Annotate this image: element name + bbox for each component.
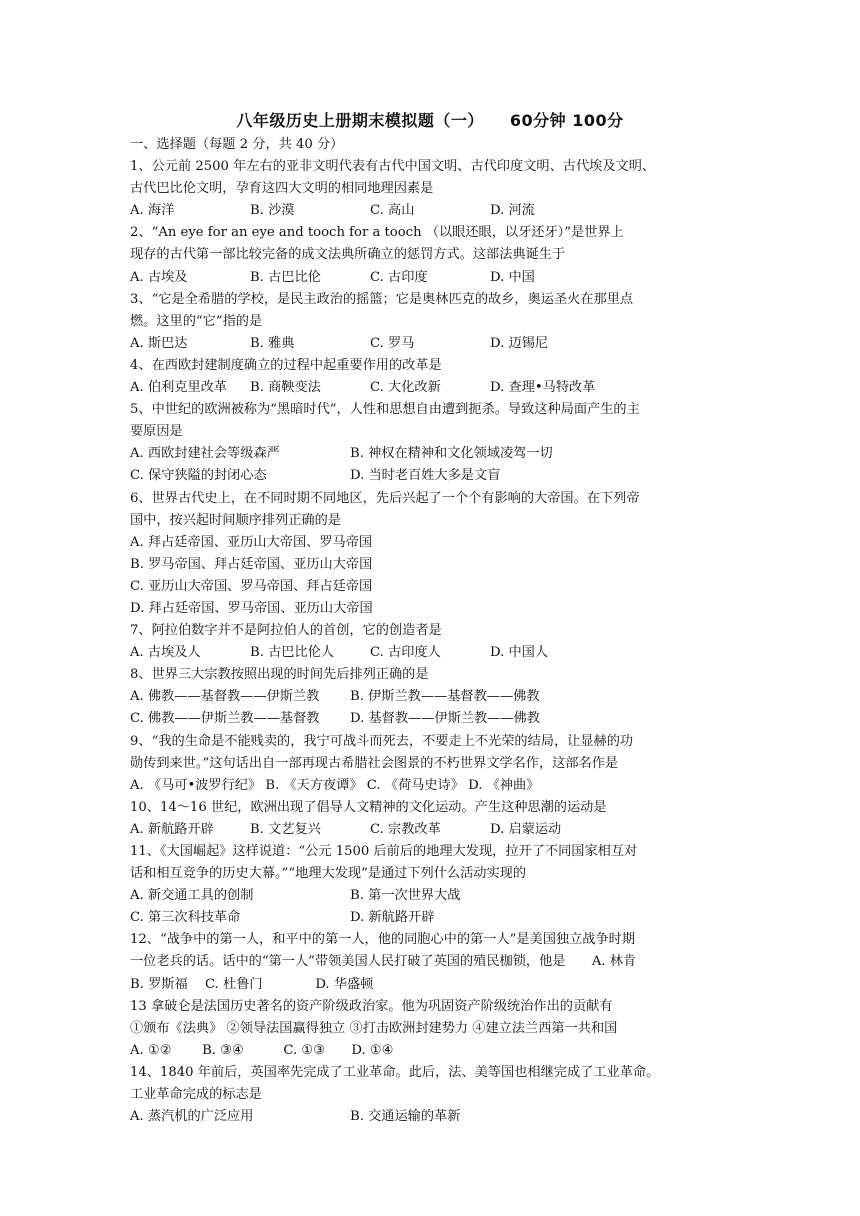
question-item [130,1062,730,1128]
question-item [130,399,730,487]
answer-option[interactable]: C. 佛教——伊斯兰教——基督教 [130,711,320,727]
answer-option[interactable]: A. 古埃及人 [130,645,201,661]
answer-option[interactable]: D. 中国人 [490,645,549,661]
options-row [130,885,730,907]
question-text-line: 7、阿拉伯数字并不是阿拉伯人的首创，它的创造者是 [130,623,442,639]
question-text-line: 工业革命完成的标志是 [130,1087,262,1103]
question-text-line: 14、1840 年前后，英国率先完成了工业革命。此后，法、美等国也相继完成了工业革命。 [130,1064,660,1080]
question-item [130,841,730,929]
question-text-line: A. 《马可•波罗行纪》 B. 《天方夜谭》 C. 《荷马史诗》 D. 《神曲》 [130,777,540,793]
question-text-line: 13 拿破仑是法国历史著名的资产阶级政治家。他为巩固资产阶级统治作出的贡献有 [130,998,613,1014]
question-text-line: 话和相互竞争的历史大幕。”“地理大发现”是通过下列什么活动实现的 [130,866,527,882]
question-text-line: 现存的古代第一部比较完备的成文法典所确立的惩罚方式。这部法典诞生于 [130,247,566,263]
answer-option[interactable]: A. 拜占廷帝国、亚历山大帝国、罗马帝国 [130,534,373,550]
section-heading: 一、选择题（每题 2 分，共 40 分） [130,137,344,152]
options-row [130,333,730,355]
answer-option[interactable]: D. 拜占廷帝国、罗马帝国、亚历山大帝国 [130,600,373,616]
question-text-line: 勋传到来世。”这句话出自一部再现古希腊社会图景的不朽世界文学名作，这部名作是 [130,755,619,771]
question-text-line: 5、中世纪的欧洲被称为“黑暗时代”，人性和思想自由遭到扼杀。导致这种局面产生的主 [130,402,640,418]
answer-option[interactable]: C. 古印度 [370,269,428,285]
answer-option[interactable]: A. 新交通工具的创制 [130,888,254,904]
options-row [130,642,730,664]
question-text-line: 2、“An eye for an eye and tooch for a tooch （以眼还眼，以牙还牙）”是世界上 [130,225,624,241]
question-item [130,797,730,841]
question-text-line: 6、世界古代史上，在不同时期不同地区，先后兴起了一个个有影响的大帝国。在下列帝 [130,490,640,506]
answer-option[interactable]: A. 西欧封建社会等级森严 [130,446,280,462]
answer-option[interactable]: D. 基督教——伊斯兰教——佛教 [350,711,540,727]
question-text-line: 一位老兵的话。话中的“第一人”带领美国人民打破了英国的殖民枷锁，他是 A. 林肯 [130,954,637,970]
answer-option[interactable]: C. 大化改新 [370,380,441,396]
answer-option[interactable]: D. 启蒙运动 [490,821,562,837]
question-item [130,488,730,621]
answer-option[interactable]: A. 斯巴达 [130,335,188,351]
answer-option[interactable]: B. 伊斯兰教——基督教——佛教 [350,689,540,705]
answer-option[interactable]: B. 交通运输的革新 [350,1109,461,1125]
options-row [130,708,730,730]
answer-option[interactable]: B. 文艺复兴 [250,821,321,837]
answer-option[interactable]: C. 宗教改革 [370,821,441,837]
question-text-line: ①颁布《法典》 ②领导法国赢得独立 ③打击欧洲封建势力 ④建立法兰西第一共和国 [130,1020,618,1036]
answer-option[interactable]: A. 蒸汽机的广泛应用 [130,1109,254,1125]
question-text-line: 古代巴比伦文明，孕育这四大文明的相同地理因素是 [130,181,434,197]
answer-option[interactable]: C. 高山 [370,203,415,219]
question-item [130,289,730,355]
answer-option[interactable]: B. 沙漠 [250,203,295,219]
question-item [130,929,730,995]
title-text: 八年级历史上册期末模拟题（一） [236,111,484,130]
answer-option[interactable]: B. 古巴比伦人 [250,645,335,661]
question-item [130,996,730,1062]
answer-option[interactable]: C. 第三次科技革命 [130,910,241,926]
answer-option[interactable]: B. 第一次世界大战 [350,888,461,904]
question-text-line: 3、“它是全希腊的学校，是民主政治的摇篮；它是奥林匹克的故乡，奥运圣火在那里点 [130,291,634,307]
question-text-line: 12、“战争中的第一人，和平中的第一人，他的同胞心中的第一人”是美国独立战争时期 [130,932,636,948]
options-row [130,443,730,465]
question-list [130,134,730,1128]
question-text-line: 要原因是 [130,424,183,440]
answer-option[interactable]: B. 古巴比伦 [250,269,321,285]
question-text-line: 8、世界三大宗教按照出现的时间先后排列正确的是 [130,667,429,683]
question-text-line: 国中，按兴起时间顺序排列正确的是 [130,512,341,528]
answer-option[interactable]: A. 伯利克里改革 [130,380,228,396]
options-row [130,819,730,841]
question-text-line: 10、14～16 世纪，欧洲出现了倡导人文精神的文化运动。产生这种思潮的运动是 [130,799,607,815]
options-row [130,1106,730,1128]
options-row [130,200,730,222]
answer-option[interactable]: D. 新航路开辟 [350,910,435,926]
question-text-line: 4、在西欧封建制度确立的过程中起重要作用的改革是 [130,357,442,373]
question-item [130,156,730,222]
answer-option[interactable]: D. 查理•马特改革 [490,380,596,396]
answer-option[interactable]: B. 商鞅变法 [250,380,321,396]
exam-duration-score: 60分钟 100分 [509,111,624,130]
answer-option[interactable]: D. 当时老百姓大多是文盲 [350,468,501,484]
question-text-line: 燃。这里的“它”指的是 [130,313,263,329]
question-text-line: 9、“我的生命是不能贱卖的，我宁可战斗而死去，不要走上不光荣的结局，让显赫的功 [130,733,634,749]
question-text-line: B. 罗斯福 C. 杜鲁门 D. 华盛顿 [130,976,374,992]
answer-option[interactable]: A. 佛教——基督教——伊斯兰教 [130,689,320,705]
question-text-line: 11、《大国崛起》这样说道：“公元 1500 后前后的地理大发现，拉开了不同国家相互对 [130,844,638,859]
answer-option[interactable]: D. 中国 [490,269,535,285]
answer-option[interactable]: C. 罗马 [370,335,415,351]
answer-option[interactable]: B. 神权在精神和文化领域凌驾一切 [350,446,553,462]
options-row [130,907,730,929]
answer-option[interactable]: A. 海洋 [130,203,175,219]
question-item [130,222,730,288]
options-row [130,377,730,399]
page-title [0,108,860,131]
answer-option[interactable]: A. 古埃及 [130,269,188,285]
question-text-line: A. ①② B. ③④ C. ①③ D. ①④ [130,1042,394,1058]
question-item [130,664,730,730]
answer-option[interactable]: B. 雅典 [250,335,295,351]
options-row [130,465,730,487]
answer-option[interactable]: D. 河流 [490,203,535,219]
answer-option[interactable]: C. 保守狭隘的封闭心态 [130,468,267,484]
options-row [130,686,730,708]
question-item [130,355,730,399]
question-item [130,731,730,797]
answer-option[interactable]: C. 亚历山大帝国、罗马帝国、拜占廷帝国 [130,578,373,594]
question-item [130,620,730,664]
options-row [130,267,730,289]
question-text-line: 1、公元前 2500 年左右的亚非文明代表有古代中国文明、古代印度文明、古代埃及文明、 [130,159,656,175]
answer-option[interactable]: B. 罗马帝国、拜占廷帝国、亚历山大帝国 [130,556,373,572]
answer-option[interactable]: C. 古印度人 [370,645,441,661]
answer-option[interactable]: D. 迈锡尼 [490,335,549,351]
answer-option[interactable]: A. 新航路开辟 [130,821,214,837]
